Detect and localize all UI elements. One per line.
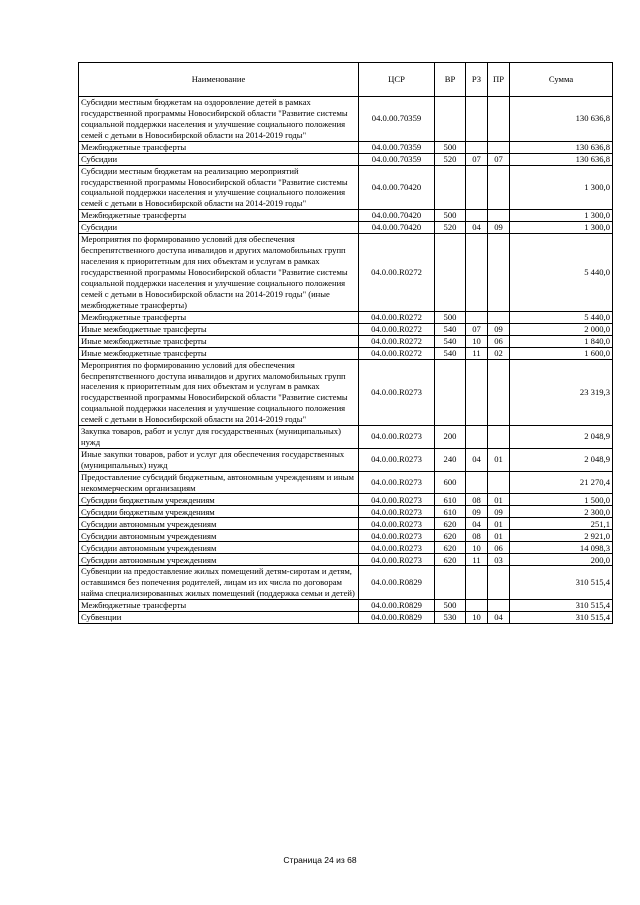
cell-name: Межбюджетные трансферты bbox=[79, 141, 359, 153]
cell-csr: 04.0.00.R0829 bbox=[359, 600, 435, 612]
cell-rz: 11 bbox=[466, 554, 488, 566]
cell-sum: 310 515,4 bbox=[510, 566, 613, 600]
table-row bbox=[79, 347, 613, 359]
cell-pr bbox=[488, 165, 510, 210]
cell-sum: 23 319,3 bbox=[510, 359, 613, 425]
table-row bbox=[79, 448, 613, 471]
cell-vr bbox=[435, 165, 466, 210]
cell-sum: 2 000,0 bbox=[510, 323, 613, 335]
cell-rz: 10 bbox=[466, 335, 488, 347]
table-row bbox=[79, 97, 613, 142]
cell-rz: 10 bbox=[466, 612, 488, 624]
cell-vr: 520 bbox=[435, 222, 466, 234]
cell-csr: 04.0.00.R0273 bbox=[359, 542, 435, 554]
cell-csr: 04.0.00.R0829 bbox=[359, 612, 435, 624]
table-row bbox=[79, 566, 613, 600]
budget-table bbox=[78, 62, 613, 624]
cell-vr: 610 bbox=[435, 494, 466, 506]
cell-pr: 01 bbox=[488, 448, 510, 471]
cell-vr: 520 bbox=[435, 153, 466, 165]
cell-name: Закупка товаров, работ и услуг для государственных (муниципальных) нужд bbox=[79, 426, 359, 449]
cell-csr: 04.0.00.R0272 bbox=[359, 311, 435, 323]
cell-vr: 620 bbox=[435, 530, 466, 542]
cell-pr bbox=[488, 426, 510, 449]
table-row bbox=[79, 311, 613, 323]
cell-name: Субсидии бюджетным учреждениям bbox=[79, 494, 359, 506]
cell-rz: 04 bbox=[466, 448, 488, 471]
table-row bbox=[79, 222, 613, 234]
table-row bbox=[79, 335, 613, 347]
cell-name: Субсидии bbox=[79, 153, 359, 165]
cell-rz: 10 bbox=[466, 542, 488, 554]
cell-sum: 1 840,0 bbox=[510, 335, 613, 347]
cell-sum: 5 440,0 bbox=[510, 311, 613, 323]
cell-vr bbox=[435, 234, 466, 311]
cell-pr: 09 bbox=[488, 506, 510, 518]
cell-rz: 11 bbox=[466, 347, 488, 359]
cell-pr bbox=[488, 141, 510, 153]
table-row bbox=[79, 471, 613, 494]
table-row bbox=[79, 554, 613, 566]
cell-sum: 2 300,0 bbox=[510, 506, 613, 518]
cell-pr bbox=[488, 97, 510, 142]
cell-csr: 04.0.00.R0272 bbox=[359, 323, 435, 335]
cell-pr: 01 bbox=[488, 494, 510, 506]
cell-csr: 04.0.00.R0272 bbox=[359, 335, 435, 347]
cell-csr: 04.0.00.70420 bbox=[359, 210, 435, 222]
table-row bbox=[79, 234, 613, 311]
cell-sum: 2 048,9 bbox=[510, 426, 613, 449]
cell-rz: 04 bbox=[466, 222, 488, 234]
cell-sum: 1 600,0 bbox=[510, 347, 613, 359]
cell-rz: 04 bbox=[466, 518, 488, 530]
cell-name: Межбюджетные трансферты bbox=[79, 311, 359, 323]
cell-sum: 130 636,8 bbox=[510, 141, 613, 153]
cell-name: Иные закупки товаров, работ и услуг для обеспечения государственных (муниципальных) нужд bbox=[79, 448, 359, 471]
cell-name: Иные межбюджетные трансферты bbox=[79, 347, 359, 359]
table-row bbox=[79, 210, 613, 222]
cell-pr bbox=[488, 600, 510, 612]
cell-rz bbox=[466, 426, 488, 449]
cell-name: Субсидии бюджетным учреждениям bbox=[79, 506, 359, 518]
cell-vr: 600 bbox=[435, 471, 466, 494]
cell-vr bbox=[435, 566, 466, 600]
cell-csr: 04.0.00.70359 bbox=[359, 153, 435, 165]
cell-rz bbox=[466, 311, 488, 323]
header-rz: РЗ bbox=[466, 63, 488, 97]
table-row bbox=[79, 530, 613, 542]
cell-name: Предоставление субсидий бюджетным, автономным учреждениям и иным некоммерческим организациям bbox=[79, 471, 359, 494]
table-row bbox=[79, 165, 613, 210]
header-sum: Сумма bbox=[510, 63, 613, 97]
cell-pr: 09 bbox=[488, 222, 510, 234]
cell-vr: 620 bbox=[435, 518, 466, 530]
cell-sum: 1 500,0 bbox=[510, 494, 613, 506]
cell-vr: 500 bbox=[435, 210, 466, 222]
cell-vr: 540 bbox=[435, 347, 466, 359]
cell-vr: 240 bbox=[435, 448, 466, 471]
cell-sum: 310 515,4 bbox=[510, 600, 613, 612]
cell-rz: 09 bbox=[466, 506, 488, 518]
cell-name: Иные межбюджетные трансферты bbox=[79, 323, 359, 335]
cell-name: Мероприятия по формированию условий для обеспечения беспрепятственного доступа инвалидов и других маломобильных групп населения к приоритетным для них объектам и услугам в рамках государственной программы Новосибирской области "Развитие системы социальной поддержки населения и улучшение социального положения семей с детьми в Новосибирской области на 2014-2019 годы" bbox=[79, 359, 359, 425]
cell-csr: 04.0.00.70359 bbox=[359, 97, 435, 142]
cell-name: Субсидии местным бюджетам на оздоровление детей в рамках государственной программы Новосибирской области "Развитие системы социальной поддержки населения и улучшение социального положения семей с детьми в Новосибирской области на 2014-2019 годы" bbox=[79, 97, 359, 142]
cell-pr bbox=[488, 234, 510, 311]
cell-vr: 500 bbox=[435, 141, 466, 153]
cell-name: Мероприятия по формированию условий для обеспечения беспрепятственного доступа инвалидов и других маломобильных групп населения к приоритетным для них объектам и услугам в рамках государственной программы Новосибирской области "Развитие системы социальной поддержки населения и улучшение социального положения семей с детьми в Новосибирской области на 2014-2019 годы" (иные межбюджетные трансферты) bbox=[79, 234, 359, 311]
cell-rz bbox=[466, 471, 488, 494]
cell-pr bbox=[488, 359, 510, 425]
cell-name: Субсидии bbox=[79, 222, 359, 234]
cell-rz bbox=[466, 141, 488, 153]
cell-vr: 530 bbox=[435, 612, 466, 624]
cell-rz: 08 bbox=[466, 494, 488, 506]
cell-csr: 04.0.00.R0273 bbox=[359, 426, 435, 449]
cell-pr: 03 bbox=[488, 554, 510, 566]
cell-vr: 610 bbox=[435, 506, 466, 518]
table-row bbox=[79, 359, 613, 425]
table-row bbox=[79, 542, 613, 554]
cell-vr: 540 bbox=[435, 323, 466, 335]
cell-csr: 04.0.00.R0273 bbox=[359, 448, 435, 471]
cell-csr: 04.0.00.R0273 bbox=[359, 506, 435, 518]
cell-sum: 200,0 bbox=[510, 554, 613, 566]
cell-sum: 130 636,8 bbox=[510, 153, 613, 165]
cell-vr bbox=[435, 359, 466, 425]
cell-vr: 620 bbox=[435, 542, 466, 554]
table-row bbox=[79, 506, 613, 518]
cell-csr: 04.0.00.R0272 bbox=[359, 234, 435, 311]
cell-pr: 07 bbox=[488, 153, 510, 165]
cell-rz bbox=[466, 359, 488, 425]
table-row bbox=[79, 612, 613, 624]
cell-csr: 04.0.00.R0273 bbox=[359, 518, 435, 530]
table-row bbox=[79, 141, 613, 153]
cell-vr: 540 bbox=[435, 335, 466, 347]
cell-csr: 04.0.00.R0272 bbox=[359, 347, 435, 359]
cell-csr: 04.0.00.70420 bbox=[359, 222, 435, 234]
cell-name: Иные межбюджетные трансферты bbox=[79, 335, 359, 347]
table-header-row bbox=[79, 63, 613, 97]
cell-rz bbox=[466, 234, 488, 311]
cell-csr: 04.0.00.70420 bbox=[359, 165, 435, 210]
table-row bbox=[79, 323, 613, 335]
cell-name: Субсидии автономным учреждениям bbox=[79, 542, 359, 554]
cell-sum: 1 300,0 bbox=[510, 222, 613, 234]
header-csr: ЦСР bbox=[359, 63, 435, 97]
cell-sum: 310 515,4 bbox=[510, 612, 613, 624]
cell-name: Субсидии местным бюджетам на реализацию мероприятий государственной программы Новосибирской области "Развитие системы социальной поддержки населения и улучшение социального положения семей с детьми в Новосибирской области на 2014-2019 годы" bbox=[79, 165, 359, 210]
cell-rz: 07 bbox=[466, 153, 488, 165]
cell-sum: 130 636,8 bbox=[510, 97, 613, 142]
table-row bbox=[79, 426, 613, 449]
cell-csr: 04.0.00.R0273 bbox=[359, 359, 435, 425]
cell-name: Субсидии автономным учреждениям bbox=[79, 554, 359, 566]
cell-vr: 500 bbox=[435, 600, 466, 612]
cell-name: Межбюджетные трансферты bbox=[79, 210, 359, 222]
cell-vr: 500 bbox=[435, 311, 466, 323]
cell-name: Субвенции на предоставление жилых помещений детям-сиротам и детям, оставшимся без попечения родителей, лицам из их числа по договорам найма специализированных жилых помещений (поддержка семьи и детей) bbox=[79, 566, 359, 600]
cell-pr: 06 bbox=[488, 335, 510, 347]
cell-csr: 04.0.00.R0273 bbox=[359, 471, 435, 494]
cell-sum: 2 048,9 bbox=[510, 448, 613, 471]
table-row bbox=[79, 518, 613, 530]
cell-sum: 1 300,0 bbox=[510, 210, 613, 222]
cell-vr bbox=[435, 97, 466, 142]
cell-vr: 200 bbox=[435, 426, 466, 449]
cell-pr bbox=[488, 311, 510, 323]
header-vr: ВР bbox=[435, 63, 466, 97]
page-number: Страница 24 из 68 bbox=[283, 855, 357, 865]
cell-name: Субсидии автономным учреждениям bbox=[79, 518, 359, 530]
cell-csr: 04.0.00.R0829 bbox=[359, 566, 435, 600]
cell-pr: 01 bbox=[488, 518, 510, 530]
cell-name: Субсидии автономным учреждениям bbox=[79, 530, 359, 542]
cell-name: Межбюджетные трансферты bbox=[79, 600, 359, 612]
cell-rz: 08 bbox=[466, 530, 488, 542]
cell-rz bbox=[466, 600, 488, 612]
table-row bbox=[79, 600, 613, 612]
cell-pr bbox=[488, 566, 510, 600]
cell-pr: 09 bbox=[488, 323, 510, 335]
cell-csr: 04.0.00.R0273 bbox=[359, 554, 435, 566]
cell-pr: 04 bbox=[488, 612, 510, 624]
cell-vr: 620 bbox=[435, 554, 466, 566]
cell-rz bbox=[466, 210, 488, 222]
header-name: Наименование bbox=[79, 63, 359, 97]
cell-sum: 5 440,0 bbox=[510, 234, 613, 311]
cell-name: Субвенции bbox=[79, 612, 359, 624]
cell-csr: 04.0.00.R0273 bbox=[359, 530, 435, 542]
cell-sum: 14 098,3 bbox=[510, 542, 613, 554]
cell-rz bbox=[466, 165, 488, 210]
cell-pr: 02 bbox=[488, 347, 510, 359]
cell-csr: 04.0.00.R0273 bbox=[359, 494, 435, 506]
cell-csr: 04.0.00.70359 bbox=[359, 141, 435, 153]
cell-sum: 251,1 bbox=[510, 518, 613, 530]
cell-sum: 1 300,0 bbox=[510, 165, 613, 210]
header-pr: ПР bbox=[488, 63, 510, 97]
cell-pr: 01 bbox=[488, 530, 510, 542]
table-row bbox=[79, 153, 613, 165]
cell-sum: 21 270,4 bbox=[510, 471, 613, 494]
cell-rz bbox=[466, 566, 488, 600]
cell-pr: 06 bbox=[488, 542, 510, 554]
cell-rz bbox=[466, 97, 488, 142]
table-row bbox=[79, 494, 613, 506]
cell-pr bbox=[488, 210, 510, 222]
cell-rz: 07 bbox=[466, 323, 488, 335]
cell-pr bbox=[488, 471, 510, 494]
cell-sum: 2 921,0 bbox=[510, 530, 613, 542]
